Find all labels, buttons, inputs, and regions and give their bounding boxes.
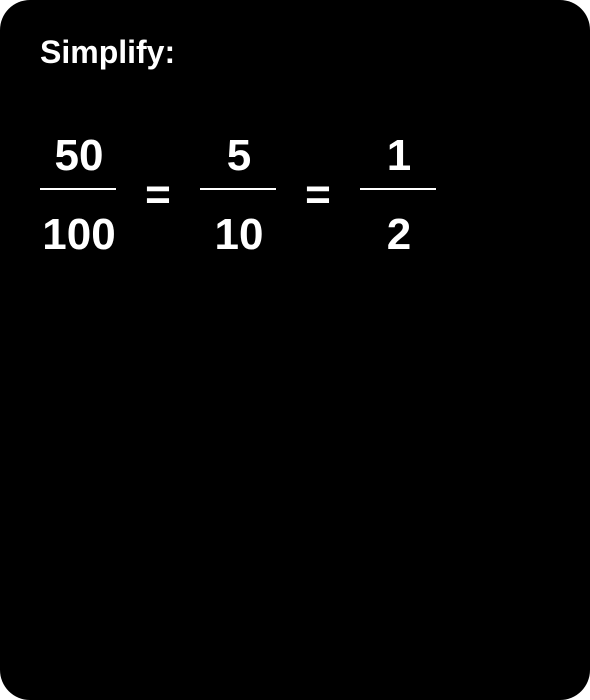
fraction-1-denominator: 100 (42, 210, 116, 259)
equals-sign-2: = (305, 170, 331, 219)
fraction-3-bar (360, 188, 436, 190)
page-title: Simplify: (40, 34, 176, 70)
equals-sign-1: = (145, 170, 171, 219)
fraction-2-bar (200, 188, 276, 190)
fraction-3-denominator: 2 (386, 210, 412, 259)
fraction-3-numerator: 1 (386, 131, 412, 180)
fraction-1-numerator: 50 (54, 131, 104, 180)
fraction-2-numerator: 5 (226, 131, 252, 180)
fraction-2-denominator: 10 (214, 210, 264, 259)
fraction-1-bar (40, 188, 116, 190)
